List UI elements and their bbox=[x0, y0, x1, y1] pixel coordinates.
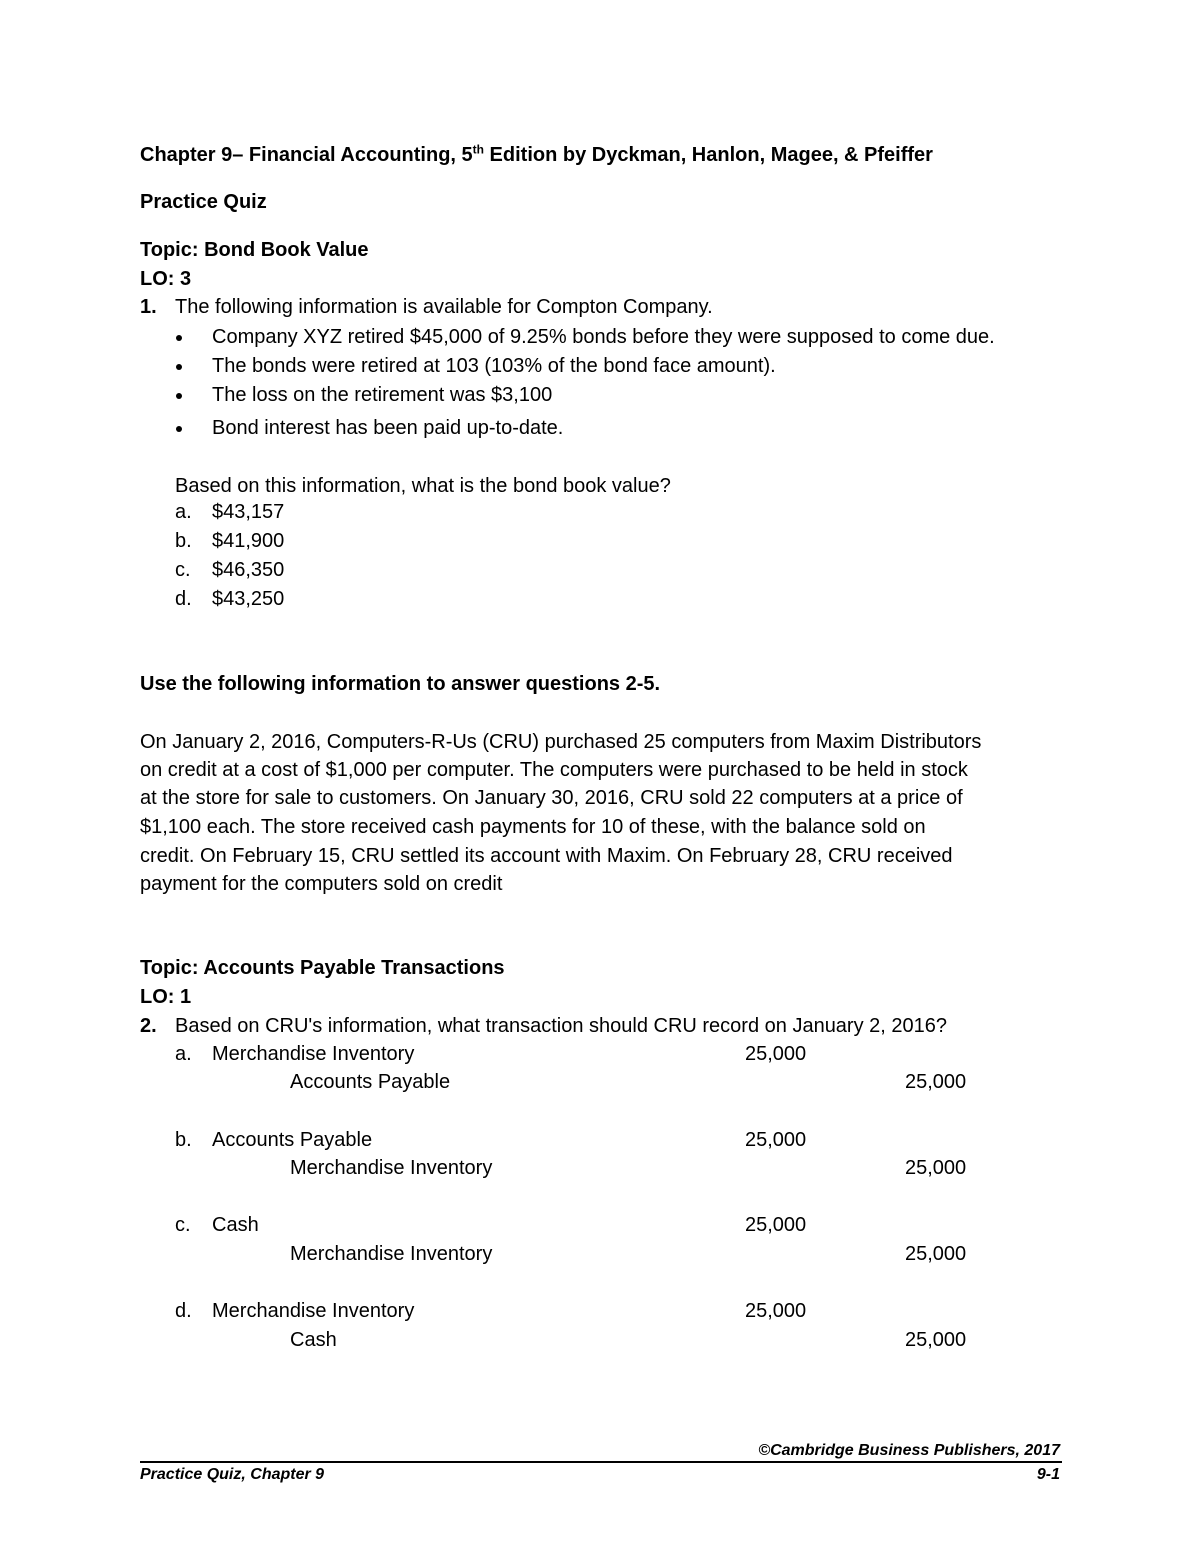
q1-option-letter: a. bbox=[175, 501, 192, 523]
q2-topic: Topic: Accounts Payable Transactions bbox=[140, 957, 505, 979]
footer-page-number: 9-1 bbox=[1036, 1466, 1060, 1483]
scenario-line: at the store for sale to customers. On January 30, 2016, CRU sold 22 computers at a price of bbox=[140, 787, 963, 809]
q1-bullet: The loss on the retirement was $3,100 bbox=[212, 384, 553, 406]
q1-bullet: The bonds were retired at 103 (103% of the bond face amount). bbox=[212, 355, 776, 377]
credit-amount: 25,000 bbox=[905, 1329, 967, 1351]
credit-account: Accounts Payable bbox=[290, 1071, 451, 1093]
q1-number: 1. bbox=[140, 296, 157, 318]
title-superscript: th bbox=[472, 142, 484, 157]
credit-account: Cash bbox=[290, 1329, 337, 1351]
q1-option-text: $41,900 bbox=[212, 530, 285, 552]
q1-option-letter: c. bbox=[175, 559, 191, 581]
option-letter: c. bbox=[175, 1214, 191, 1236]
title-text-end: Edition by Dyckman, Hanlon, Magee, & Pfeiffer bbox=[483, 144, 933, 166]
scenario-line: $1,100 each. The store received cash payments for 10 of these, with the balance sold on bbox=[140, 816, 926, 838]
q1-option-text: $43,250 bbox=[212, 588, 285, 610]
q1-prompt: Based on this information, what is the bond book value? bbox=[175, 475, 671, 497]
credit-amount: 25,000 bbox=[905, 1157, 967, 1179]
credit-account: Merchandise Inventory bbox=[290, 1243, 493, 1265]
debit-account: Merchandise Inventory bbox=[212, 1300, 415, 1322]
option-letter: b. bbox=[175, 1129, 192, 1151]
bullet-icon bbox=[176, 364, 182, 370]
q2-lo: LO: 1 bbox=[140, 986, 192, 1008]
debit-amount: 25,000 bbox=[745, 1043, 807, 1065]
option-letter: d. bbox=[175, 1300, 192, 1322]
q2-number: 2. bbox=[140, 1015, 157, 1037]
scenario-line: on credit at a cost of $1,000 per computer. The computers were purchased to be held in stock bbox=[140, 759, 968, 781]
debit-amount: 25,000 bbox=[745, 1300, 807, 1322]
debit-amount: 25,000 bbox=[745, 1214, 807, 1236]
q1-topic: Topic: Bond Book Value bbox=[140, 239, 369, 261]
debit-amount: 25,000 bbox=[745, 1129, 807, 1151]
q1-text: The following information is available for Compton Company. bbox=[175, 296, 713, 318]
credit-amount: 25,000 bbox=[905, 1243, 967, 1265]
footer-left: Practice Quiz, Chapter 9 bbox=[140, 1466, 325, 1483]
credit-account: Merchandise Inventory bbox=[290, 1157, 493, 1179]
q1-option-text: $43,157 bbox=[212, 501, 285, 523]
debit-account: Accounts Payable bbox=[212, 1129, 373, 1151]
title-text: Chapter 9– Financial Accounting, 5 bbox=[140, 144, 473, 166]
scenario-line: credit. On February 15, CRU settled its account with Maxim. On February 28, CRU received bbox=[140, 845, 953, 867]
document-subtitle: Practice Quiz bbox=[140, 191, 267, 213]
q1-option-text: $46,350 bbox=[212, 559, 285, 581]
scenario-line: On January 2, 2016, Computers-R-Us (CRU) purchased 25 computers from Maxim Distributors bbox=[140, 731, 982, 753]
q1-bullet: Bond interest has been paid up-to-date. bbox=[212, 417, 564, 439]
debit-account: Cash bbox=[212, 1214, 259, 1236]
credit-amount: 25,000 bbox=[905, 1071, 967, 1093]
debit-account: Merchandise Inventory bbox=[212, 1043, 415, 1065]
footer-copyright: ©Cambridge Business Publishers, 2017 bbox=[758, 1442, 1060, 1459]
q1-option-letter: d. bbox=[175, 588, 192, 610]
scenario-heading: Use the following information to answer questions 2-5. bbox=[140, 673, 661, 695]
document-title bbox=[140, 143, 933, 167]
bullet-icon bbox=[176, 426, 182, 432]
q1-lo: LO: 3 bbox=[140, 268, 192, 290]
bullet-icon bbox=[176, 393, 182, 399]
option-letter: a. bbox=[175, 1043, 192, 1065]
q2-text: Based on CRU's information, what transaction should CRU record on January 2, 2016? bbox=[175, 1015, 948, 1037]
q1-bullet: Company XYZ retired $45,000 of 9.25% bonds before they were supposed to come due. bbox=[212, 326, 995, 348]
bullet-icon bbox=[176, 335, 182, 341]
scenario-line: payment for the computers sold on credit bbox=[140, 873, 503, 895]
q1-option-letter: b. bbox=[175, 530, 192, 552]
